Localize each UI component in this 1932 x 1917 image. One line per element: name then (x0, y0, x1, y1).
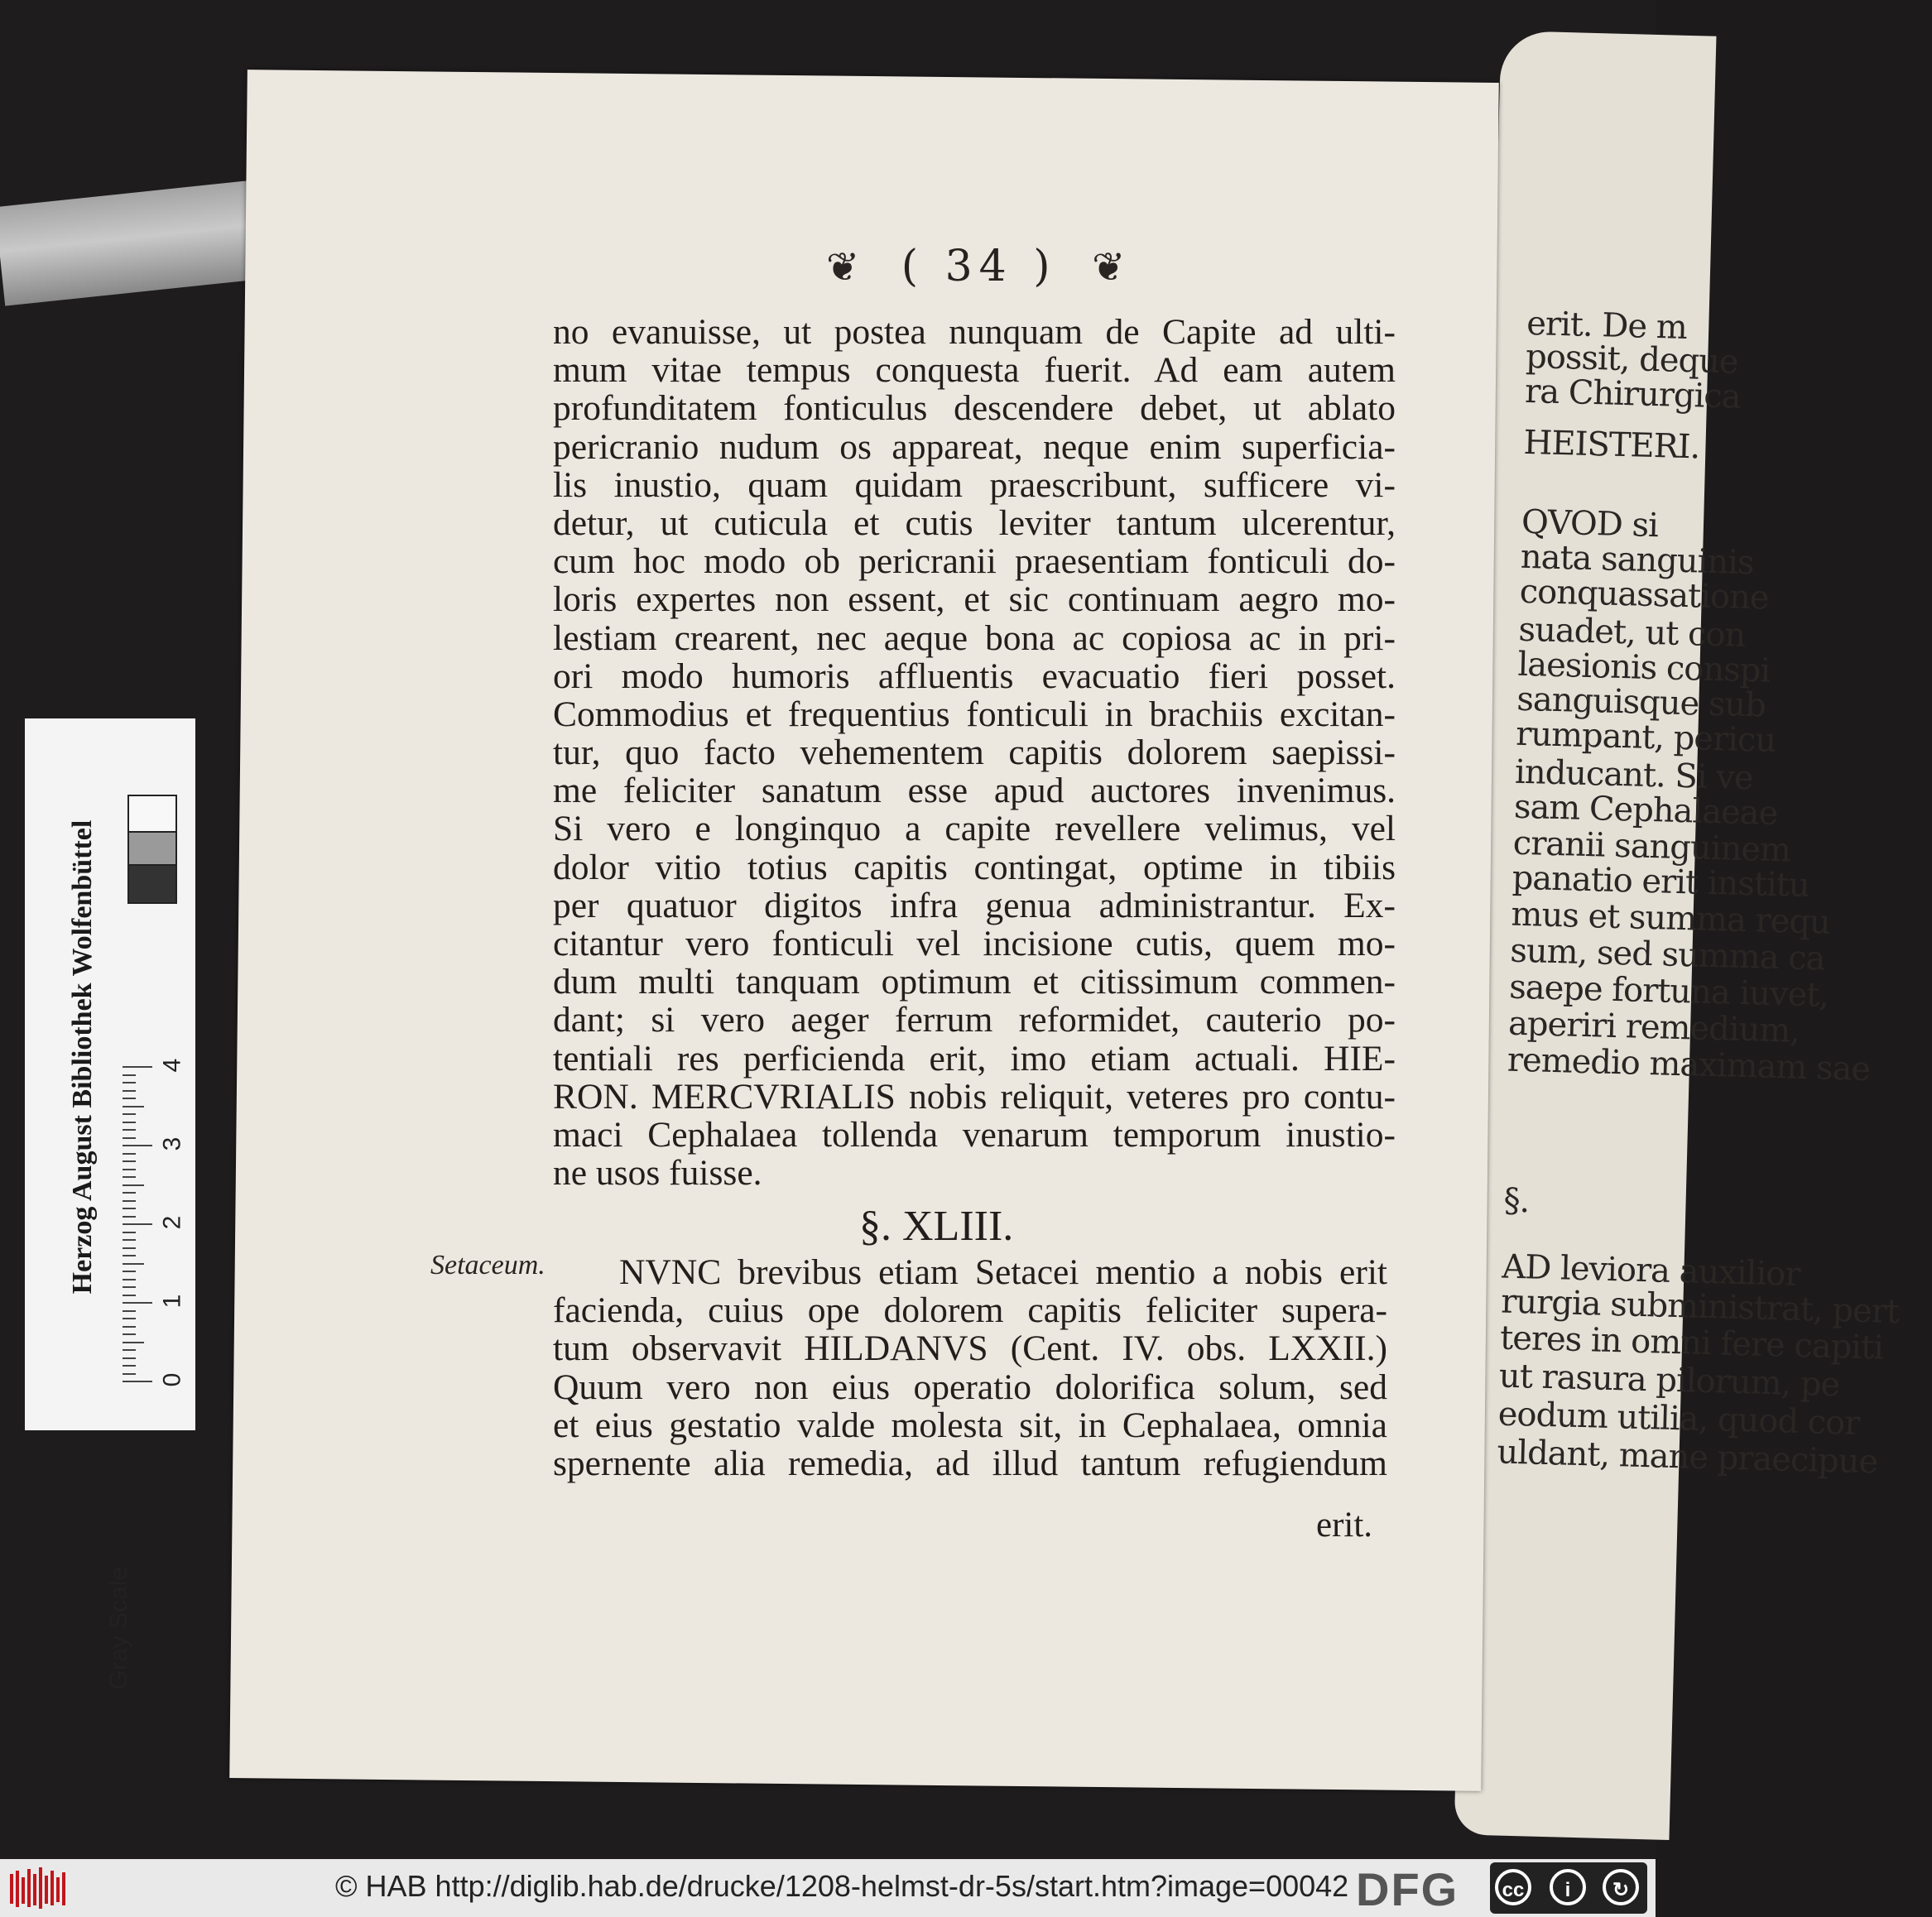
facing-text-line: possit, deque (1525, 337, 1739, 382)
ruler-tick (123, 1326, 136, 1328)
section-heading: §. XLIII. (859, 1203, 1014, 1250)
ruler-tick (123, 1066, 152, 1068)
text-line: per quatuor digitos infra genua administrantur. Ex- (553, 885, 1396, 925)
text-line: et eius gestatio valde molesta sit, in Cephalaea, omnia (553, 1405, 1387, 1445)
ruler-tick (123, 1113, 136, 1115)
facing-text-line: eodum utilia, quod cor (1497, 1395, 1860, 1443)
text-line: ne usos fuisse. (553, 1153, 762, 1194)
ruler-tick (123, 1145, 152, 1146)
gray-swatch-white (127, 795, 177, 834)
ruler-tick (123, 1098, 136, 1099)
ruler-tick (123, 1200, 136, 1202)
text-line: NVNC brevibus etiam Setacei mentio a nobis erit (619, 1252, 1387, 1292)
facing-text-line: mus et summa requ (1511, 895, 1831, 942)
gray-swatch-mid (127, 831, 177, 867)
text-line: dolor vitio totius capitis contingat, optime in tibiis (553, 847, 1396, 887)
footer-link[interactable]: © HAB http://diglib.hab.de/drucke/1208-helmst-dr-5s/start.htm?image=00042 (335, 1869, 1349, 1903)
text-line: tum observavit HILDANVS (Cent. IV. obs. LXXII.) (553, 1328, 1387, 1369)
text-line: detur, ut cuticula et cutis leviter tantum ulcerentur, (553, 502, 1396, 543)
ruler-tick (123, 1373, 136, 1375)
ruler-tick (123, 1090, 136, 1092)
ruler-tick (123, 1106, 144, 1107)
text-line: lestiam crearent, nec aeque bona ac copiosa ac in pri- (553, 617, 1396, 658)
ruler-tick (123, 1263, 144, 1265)
ruler-number: 4 (158, 1058, 186, 1073)
text-line: Commodius et frequentius fonticuli in brachiis excitan- (553, 694, 1396, 734)
gray-scale-label: Gray Scale (105, 1566, 133, 1690)
sa-icon: ↻ (1603, 1869, 1639, 1905)
text-line: no evanuisse, ut postea nunquam de Capite ad ulti- (553, 312, 1396, 352)
text-line: lis inustio, quam quidam praescribunt, sufficere vi- (553, 464, 1396, 505)
text-line: tentiali res perficienda erit, imo etiam actuali. HIE- (553, 1038, 1396, 1079)
facing-text-line: remedio maximam sae (1507, 1040, 1871, 1089)
section-text (553, 1253, 1387, 1482)
card-title: Herzog August Bibliothek Wolfenbüttel (67, 819, 98, 1295)
facing-text-line: cranii sanguinem (1512, 824, 1791, 870)
facing-text-line: QVOD si (1521, 502, 1659, 545)
ruler-tick (123, 1318, 136, 1319)
facing-text-line: ut rasura pilorum, pe (1498, 1357, 1840, 1405)
ruler-number: 2 (158, 1215, 186, 1230)
facing-text-line: rumpant, pericu (1515, 714, 1776, 760)
text-line: dum multi tanquam optimum et citissimum commen- (553, 962, 1396, 1002)
ruler-tick (123, 1129, 136, 1131)
ruler-tick (123, 1239, 136, 1241)
gray-swatch-dark (127, 864, 177, 904)
facing-text-line: ra Chirurgica (1524, 372, 1742, 416)
facing-text-line: sanguisque sub (1516, 680, 1766, 725)
facing-text-line: nata sanguinis (1520, 537, 1755, 583)
text-line: cum hoc modo ob pericranii praesentiam fonticuli do- (553, 541, 1396, 582)
ruler-number: 0 (158, 1372, 186, 1387)
cc-icon: cc (1495, 1869, 1531, 1905)
ornament-right-icon: ❦ (1092, 244, 1132, 291)
ruler-tick (123, 1342, 144, 1343)
text-line: facienda, cuius ope dolorem capitis feliciter supera- (553, 1290, 1387, 1331)
ruler-tick (123, 1333, 136, 1335)
facing-text-line: erit. De m (1526, 304, 1688, 347)
body-text (553, 313, 1396, 1192)
text-line: dant; si vero aeger ferrum reformidet, cauterio po- (553, 1000, 1396, 1040)
ruler-tick (123, 1310, 136, 1312)
text-line: Quum vero non eius operatio dolorifica solum, sed (553, 1367, 1387, 1407)
dfg-logo: DFG (1356, 1863, 1459, 1915)
by-icon: i (1550, 1869, 1586, 1905)
color-card (25, 718, 195, 1690)
ruler-tick (123, 1223, 152, 1225)
text-line: profunditatem fonticulus descendere debet, ut ablato (553, 388, 1396, 429)
ruler-number: 1 (158, 1294, 186, 1309)
ruler-tick (123, 1169, 136, 1170)
text-line: me feliciter sanatum esse apud auctores invenimus. (553, 771, 1396, 811)
footer (0, 1859, 1656, 1917)
facing-text-line: inducant. Si ve (1514, 752, 1754, 798)
text-line: citantur vero fonticuli vel incisione cutis, quem mo- (553, 924, 1396, 963)
ruler-tick (123, 1176, 136, 1178)
text-line: Si vero e longinquo a capite revellere velimus, vel (553, 809, 1396, 849)
ruler-tick (123, 1365, 136, 1367)
ruler-tick (123, 1137, 136, 1139)
facing-text-line: §. (1502, 1181, 1530, 1221)
ruler-tick (123, 1074, 136, 1076)
text-line: mum vitae tempus conquesta fuerit. Ad eam autem (553, 350, 1396, 391)
ruler-tick (123, 1216, 136, 1218)
ruler-tick (123, 1349, 136, 1351)
facing-text-line: uldant, mane praecipue (1497, 1433, 1878, 1482)
facing-text-line: suadet, ut con (1518, 610, 1746, 655)
ruler-tick (123, 1357, 136, 1359)
ruler-tick (123, 1160, 136, 1162)
hab-logo-icon (8, 1866, 68, 1910)
page-header (811, 242, 1146, 291)
text-line: ori modo humoris affluentis evacuatio fieri posset. (553, 656, 1396, 696)
margin-note: Setaceum. (430, 1250, 545, 1280)
facing-text-line: AD leviora auxilior (1501, 1247, 1801, 1294)
facing-text-line: sum, sed summa ca (1509, 931, 1826, 978)
facing-text-line: panatio erit institu (1511, 858, 1810, 906)
ruler-tick (123, 1153, 136, 1155)
page-number: ( 34 ) (901, 242, 1057, 291)
facing-text-line: conquassatione (1519, 572, 1770, 617)
facing-text-line: sam Cephalaeae (1513, 787, 1778, 834)
text-line: RON. MERCVRIALIS nobis reliquit, veteres pro contu- (553, 1076, 1396, 1117)
text-line: spernente alia remedia, ad illud tantum refugiendum (553, 1443, 1387, 1483)
facing-text-line: teres in omni fere capiti (1499, 1319, 1884, 1367)
catchword: erit. (1316, 1506, 1373, 1545)
ruler-tick (123, 1271, 136, 1272)
facing-text-line: HEISTERI. (1522, 423, 1700, 467)
ruler-tick (123, 1232, 136, 1233)
ruler-tick (123, 1082, 136, 1083)
ruler-tick (123, 1208, 136, 1209)
facing-text-line: laesionis conspi (1516, 645, 1771, 690)
ruler-tick (123, 1184, 144, 1186)
ruler-tick (123, 1192, 136, 1194)
facing-text-line: aperiri remedium, (1507, 1004, 1800, 1050)
text-line: loris expertes non essent, et sic continuam aegro mo- (553, 579, 1396, 620)
ruler-tick (123, 1286, 136, 1288)
ruler-tick (123, 1302, 152, 1304)
text-line: maci Cephalaea tollenda venarum temporum inustio- (553, 1114, 1396, 1155)
ruler-tick (123, 1381, 152, 1382)
ruler-tick (123, 1122, 136, 1123)
ruler-number: 3 (158, 1136, 186, 1151)
text-line: pericranio nudum os appareat, neque enim superficia- (553, 426, 1396, 467)
ruler-tick (123, 1295, 136, 1296)
ornament-left-icon: ❦ (826, 244, 867, 291)
facing-text-line: rurgia subministrat, pert (1500, 1282, 1900, 1332)
text-line: tur, quo facto vehementem capitis dolorem saepissi- (553, 733, 1396, 773)
ruler-tick (123, 1255, 136, 1256)
cc-license-badge[interactable] (1490, 1862, 1647, 1914)
ruler-tick (123, 1247, 136, 1249)
facing-text-line: saepe fortuna iuvet, (1508, 968, 1829, 1015)
ruler-tick (123, 1279, 136, 1280)
